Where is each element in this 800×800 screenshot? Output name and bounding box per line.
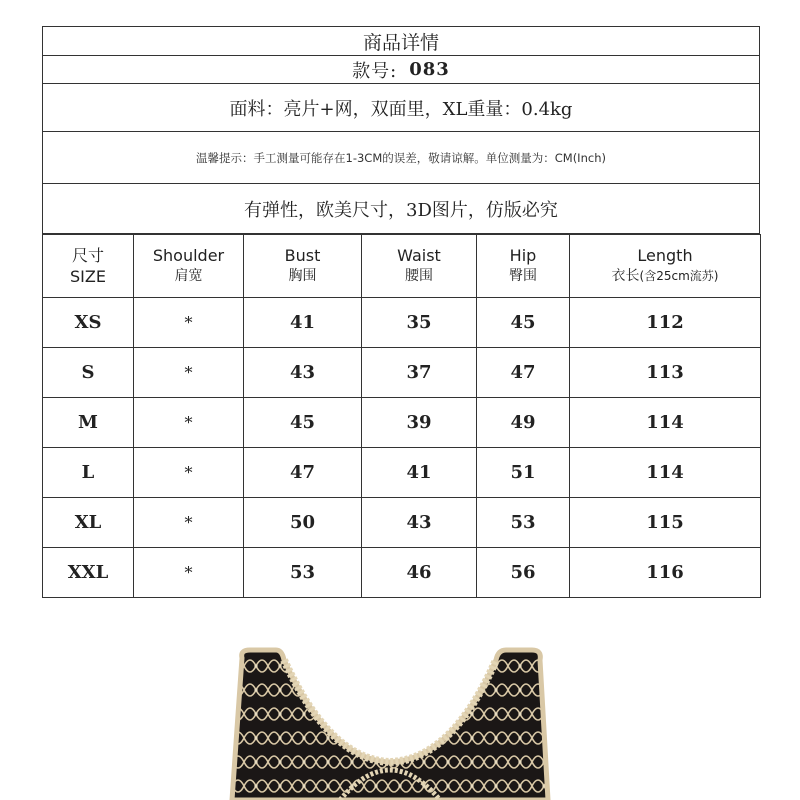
- measurement-note: 温馨提示：手工测量可能存在1-3CM的误差，敬请谅解。单位测量为：CM(Inch): [196, 150, 606, 165]
- fabric-text: 面料：亮片+网，双面里，XL重量：0.4kg: [229, 98, 573, 120]
- header-size-cn: 尺寸: [71, 246, 104, 265]
- shoulder-cell: *: [134, 448, 244, 498]
- shoulder-cell: *: [134, 548, 244, 598]
- bust-cell: 53: [244, 548, 362, 598]
- hip-cell: 49: [477, 398, 570, 448]
- size-cell: XS: [43, 298, 134, 348]
- header-shoulder: [134, 235, 244, 298]
- header-size-en: SIZE: [70, 267, 106, 286]
- header-waist-en: Waist: [397, 246, 441, 265]
- header-bust-en: Bust: [284, 246, 321, 265]
- hip-cell: 51: [477, 448, 570, 498]
- waist-cell: 39: [362, 398, 477, 448]
- header-length-note: (含25cm流苏): [639, 269, 719, 283]
- shoulder-cell: *: [134, 398, 244, 448]
- length-cell: 113: [570, 348, 761, 398]
- bust-cell: 50: [244, 498, 362, 548]
- size-cell: L: [43, 448, 134, 498]
- header-hip-en: Hip: [509, 246, 537, 265]
- size-cell: M: [43, 398, 134, 448]
- header-bust-cn: 胸围: [288, 268, 317, 284]
- header-shoulder-en: Shoulder: [152, 246, 225, 265]
- waist-cell: 37: [362, 348, 477, 398]
- header-hip-cn: 臀围: [509, 268, 537, 284]
- shoulder-cell: *: [134, 298, 244, 348]
- size-chart-header-row: [43, 235, 761, 298]
- header-size: [43, 235, 134, 298]
- dress-body: [232, 650, 548, 800]
- waist-cell: 43: [362, 498, 477, 548]
- header-length-cn: 衣长: [611, 268, 640, 284]
- features-row: [42, 184, 760, 234]
- table-row: [43, 448, 761, 498]
- header-shoulder-cn: 肩宽: [174, 268, 203, 284]
- hip-cell: 45: [477, 298, 570, 348]
- waist-cell: 41: [362, 448, 477, 498]
- table-row: [43, 498, 761, 548]
- header-bust: [244, 235, 362, 298]
- details-title: 商品详情: [362, 31, 439, 54]
- header-length-sub: [570, 266, 760, 287]
- fabric-row: [42, 84, 760, 132]
- product-detail-sheet: [42, 26, 760, 598]
- table-row: [43, 548, 761, 598]
- details-title-row: [42, 26, 760, 56]
- header-hip: [477, 235, 570, 298]
- size-cell: XXL: [43, 548, 134, 598]
- hip-cell: 53: [477, 498, 570, 548]
- header-length-en: Length: [637, 246, 693, 265]
- length-cell: 114: [570, 398, 761, 448]
- waist-cell: 46: [362, 548, 477, 598]
- bust-cell: 41: [244, 298, 362, 348]
- bust-cell: 43: [244, 348, 362, 398]
- waist-cell: 35: [362, 298, 477, 348]
- bust-cell: 47: [244, 448, 362, 498]
- table-row: [43, 398, 761, 448]
- table-row: [43, 348, 761, 398]
- shoulder-cell: *: [134, 348, 244, 398]
- length-cell: 115: [570, 498, 761, 548]
- length-cell: 114: [570, 448, 761, 498]
- size-chart-table: [42, 234, 761, 598]
- size-cell: S: [43, 348, 134, 398]
- model-number-label: 款号:: [352, 60, 398, 82]
- size-cell: XL: [43, 498, 134, 548]
- length-cell: 116: [570, 548, 761, 598]
- measurement-note-row: [42, 132, 760, 184]
- header-waist: [362, 235, 477, 298]
- header-waist-cn: 腰围: [405, 268, 433, 284]
- hip-cell: 47: [477, 348, 570, 398]
- dress-product-image: [220, 630, 560, 800]
- features-text: 有弹性，欧美尺寸，3D图片，仿版必究: [244, 199, 558, 221]
- length-cell: 112: [570, 298, 761, 348]
- hip-cell: 56: [477, 548, 570, 598]
- shoulder-cell: *: [134, 498, 244, 548]
- bust-cell: 45: [244, 398, 362, 448]
- table-row: [43, 298, 761, 348]
- header-length: [570, 235, 761, 298]
- model-number-value: 083: [409, 59, 450, 80]
- model-number-row: [42, 56, 760, 84]
